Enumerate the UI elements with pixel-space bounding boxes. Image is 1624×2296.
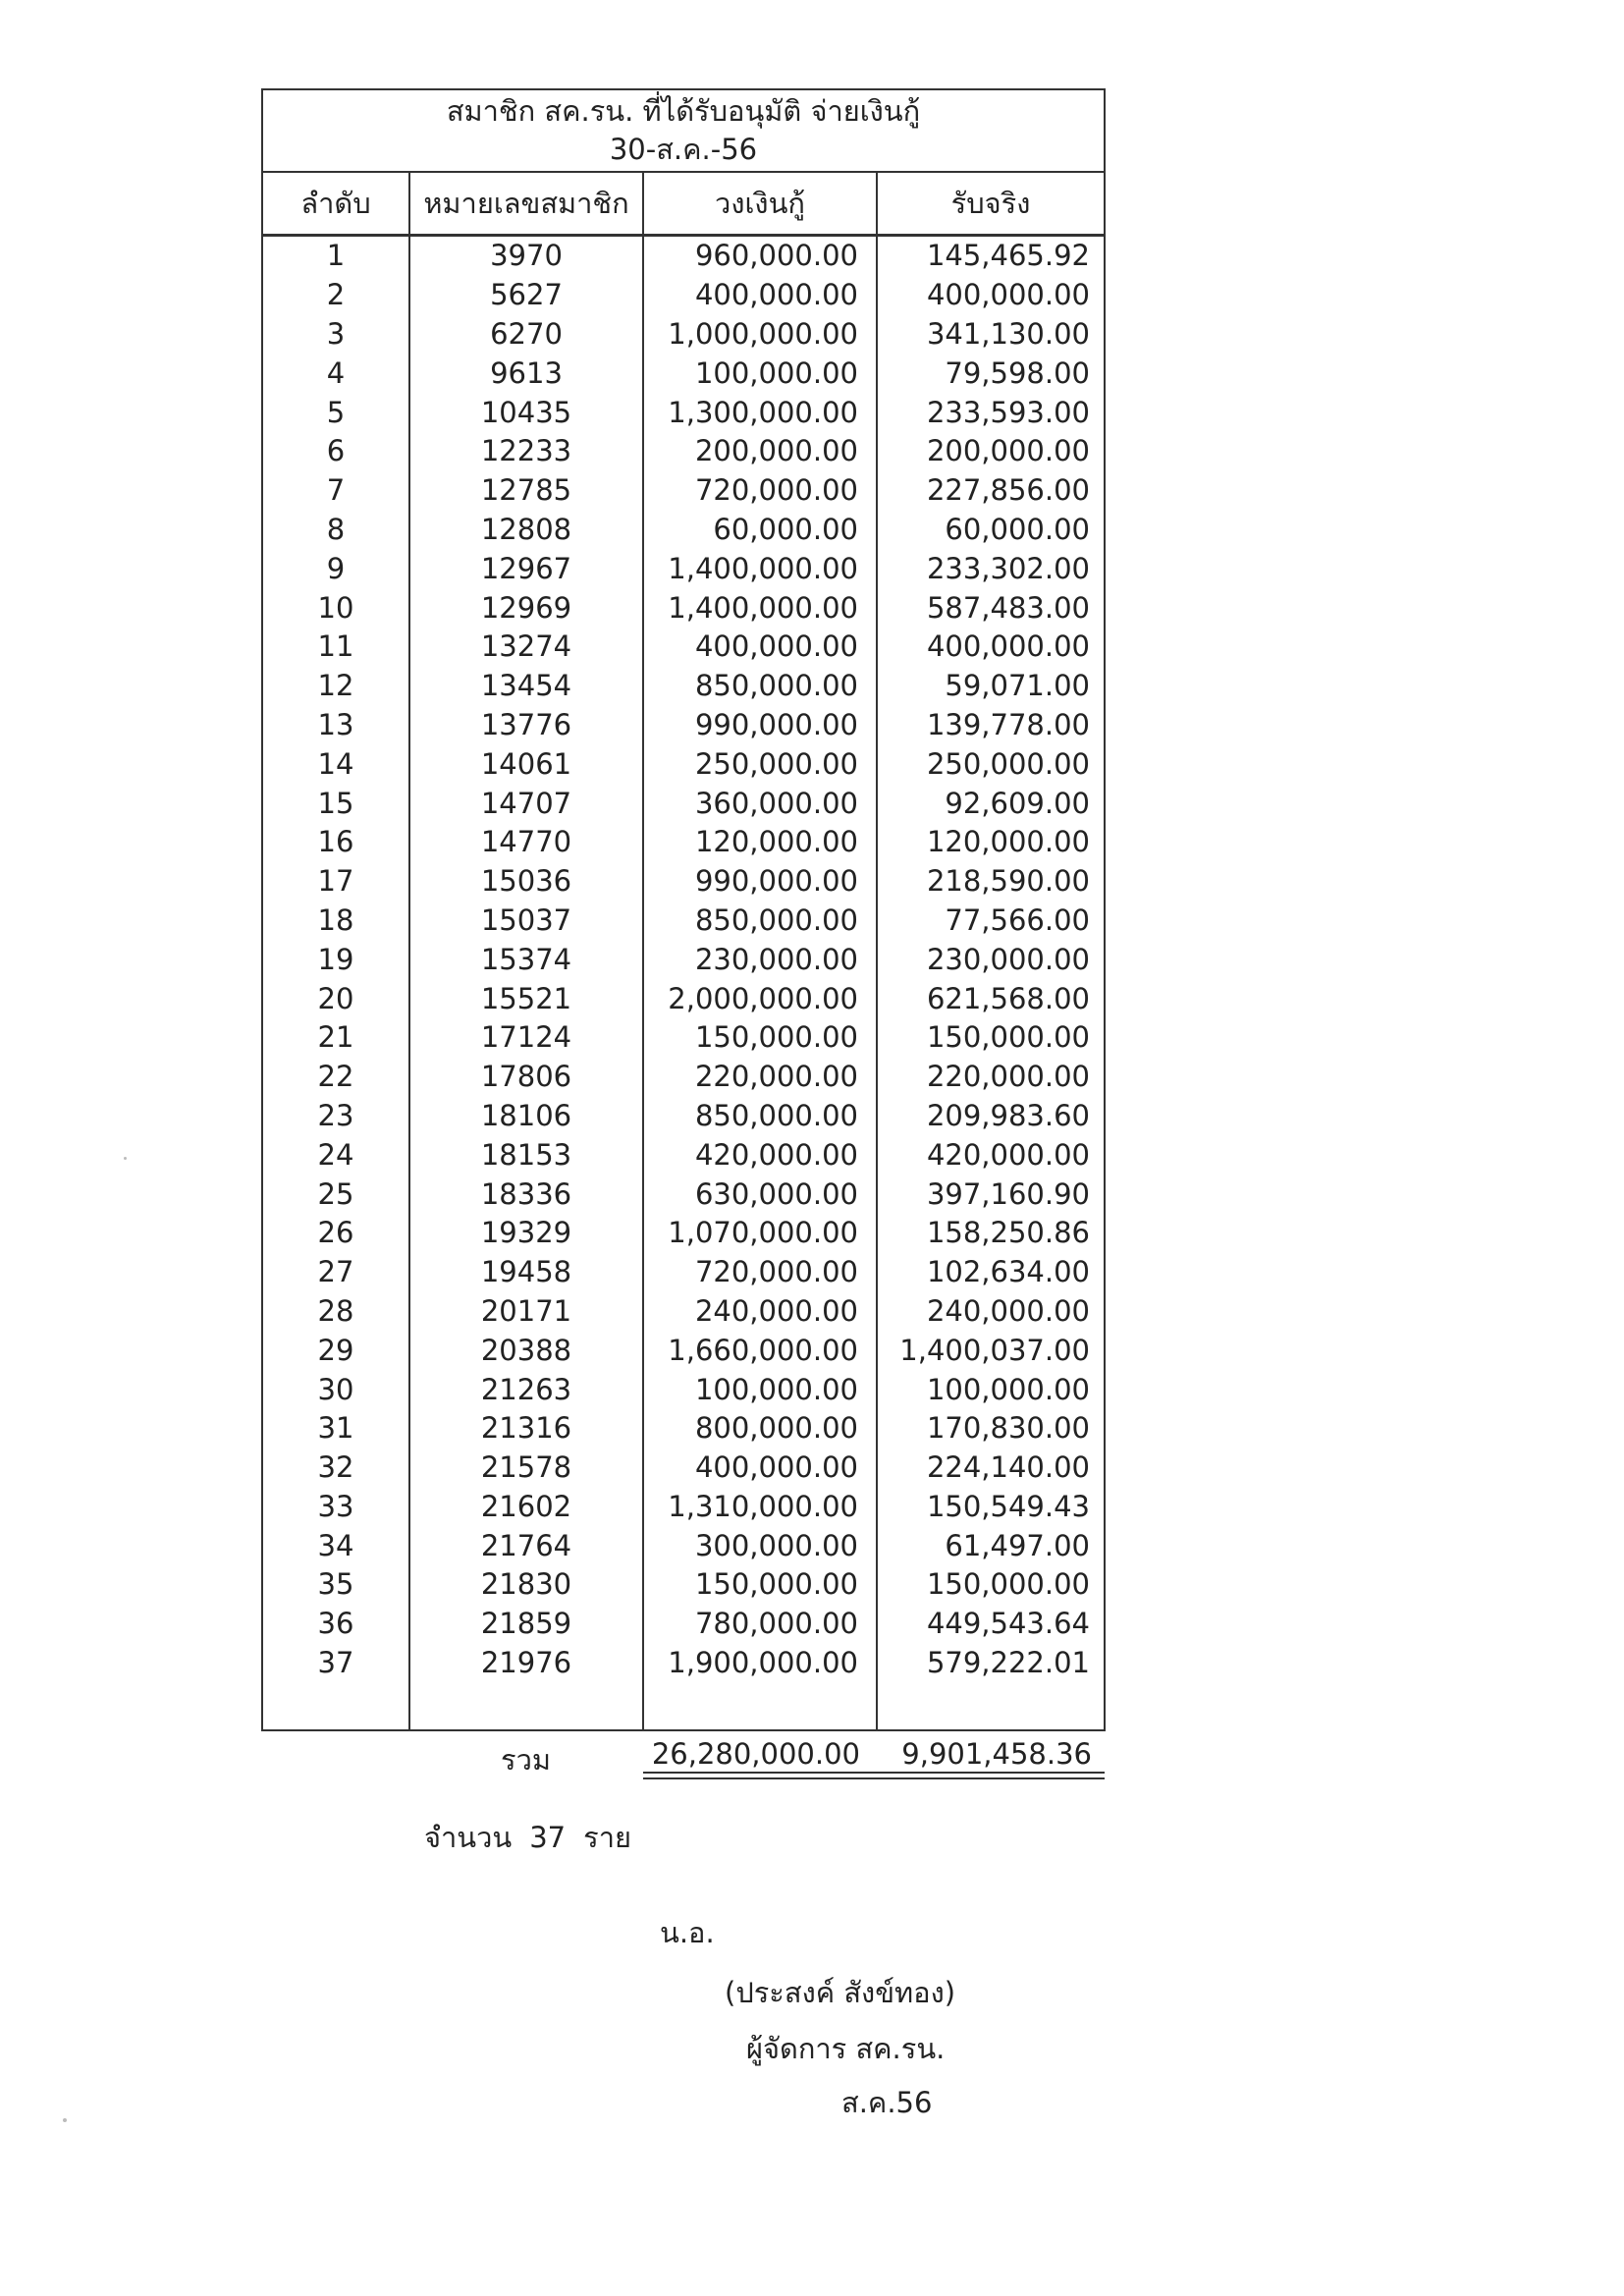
received-amount: 227,856.00	[877, 471, 1105, 511]
received-amount: 230,000.00	[877, 940, 1105, 979]
loan-amount: 100,000.00	[643, 354, 877, 393]
member-number: 12808	[409, 511, 643, 550]
row-number: 36	[262, 1605, 409, 1644]
table-row	[262, 667, 1105, 706]
member-number: 14770	[409, 823, 643, 862]
row-number: 31	[262, 1409, 409, 1449]
member-number: 13274	[409, 628, 643, 667]
signature-date: ส.ค.56	[841, 2086, 933, 2119]
row-number: 15	[262, 784, 409, 823]
row-number: 20	[262, 979, 409, 1018]
table-row	[262, 1058, 1105, 1097]
row-number: 4	[262, 354, 409, 393]
member-number: 12233	[409, 432, 643, 471]
column-header-amount: วงเงินกู้	[643, 172, 877, 236]
row-number: 27	[262, 1253, 409, 1292]
total-received: 9,901,458.36	[901, 1737, 1092, 1771]
received-amount: 158,250.86	[877, 1214, 1105, 1253]
received-amount: 100,000.00	[877, 1370, 1105, 1409]
loan-amount: 1,310,000.00	[643, 1488, 877, 1527]
received-amount: 61,497.00	[877, 1526, 1105, 1565]
row-number: 8	[262, 511, 409, 550]
row-number: 19	[262, 940, 409, 979]
loan-amount: 780,000.00	[643, 1605, 877, 1644]
table-row	[262, 628, 1105, 667]
row-number: 12	[262, 667, 409, 706]
member-number: 13776	[409, 706, 643, 745]
table-row	[262, 1097, 1105, 1136]
loan-amount: 250,000.00	[643, 744, 877, 784]
member-number: 21830	[409, 1565, 643, 1605]
row-number: 22	[262, 1058, 409, 1097]
received-amount: 449,543.64	[877, 1605, 1105, 1644]
received-amount: 621,568.00	[877, 979, 1105, 1018]
table-row	[262, 588, 1105, 628]
scan-speck	[124, 1157, 127, 1160]
table-row	[262, 511, 1105, 550]
row-number: 14	[262, 744, 409, 784]
member-number: 14061	[409, 744, 643, 784]
row-number: 33	[262, 1488, 409, 1527]
loan-amount: 720,000.00	[643, 1253, 877, 1292]
signature-position: ผู้จัดการ สค.รน.	[746, 2032, 946, 2065]
row-number: 24	[262, 1135, 409, 1175]
table-row	[262, 1292, 1105, 1332]
row-number: 30	[262, 1370, 409, 1409]
table-row	[262, 862, 1105, 902]
received-amount: 200,000.00	[877, 432, 1105, 471]
member-number: 15036	[409, 862, 643, 902]
loan-amount: 1,070,000.00	[643, 1214, 877, 1253]
loan-amount: 400,000.00	[643, 1449, 877, 1488]
loan-amount: 220,000.00	[643, 1058, 877, 1097]
column-header-member: หมายเลขสมาชิก	[409, 172, 643, 236]
received-amount: 240,000.00	[877, 1292, 1105, 1332]
received-amount: 218,590.00	[877, 862, 1105, 902]
table-row	[262, 1565, 1105, 1605]
loan-amount: 2,000,000.00	[643, 979, 877, 1018]
row-number: 2	[262, 276, 409, 315]
title-date: 30-ส.ค.-56	[609, 133, 758, 166]
table-row	[262, 1214, 1105, 1253]
loan-amount: 1,400,000.00	[643, 549, 877, 588]
row-number: 13	[262, 706, 409, 745]
loan-amount: 720,000.00	[643, 471, 877, 511]
member-number: 18336	[409, 1175, 643, 1214]
member-number: 3970	[409, 236, 643, 276]
received-amount: 170,830.00	[877, 1409, 1105, 1449]
received-amount: 233,302.00	[877, 549, 1105, 588]
member-number: 5627	[409, 276, 643, 315]
row-number: 17	[262, 862, 409, 902]
loan-amount: 420,000.00	[643, 1135, 877, 1175]
loan-amount: 100,000.00	[643, 1370, 877, 1409]
loan-amount: 300,000.00	[643, 1526, 877, 1565]
member-number: 15374	[409, 940, 643, 979]
table-row	[262, 315, 1105, 355]
member-number: 17124	[409, 1018, 643, 1058]
received-amount: 60,000.00	[877, 511, 1105, 550]
table-row	[262, 549, 1105, 588]
count-value: 37	[529, 1821, 567, 1854]
total-amount: 26,280,000.00	[651, 1737, 860, 1771]
loan-amount: 960,000.00	[643, 236, 877, 276]
loan-amount: 630,000.00	[643, 1175, 877, 1214]
table-bottom-spacer	[262, 1682, 1105, 1730]
scan-speck	[63, 2118, 67, 2122]
row-number: 26	[262, 1214, 409, 1253]
row-number: 18	[262, 902, 409, 941]
table-row	[262, 706, 1105, 745]
received-amount: 150,000.00	[877, 1565, 1105, 1605]
table-row	[262, 823, 1105, 862]
row-number: 35	[262, 1565, 409, 1605]
table-row	[262, 1644, 1105, 1683]
row-number: 11	[262, 628, 409, 667]
table-body	[262, 236, 1105, 1683]
loan-amount: 1,400,000.00	[643, 588, 877, 628]
received-amount: 420,000.00	[877, 1135, 1105, 1175]
total-label: รวม	[501, 1743, 551, 1777]
table-header-row	[262, 172, 1105, 236]
member-number: 20171	[409, 1292, 643, 1332]
received-amount: 400,000.00	[877, 276, 1105, 315]
received-amount: 92,609.00	[877, 784, 1105, 823]
row-number: 5	[262, 393, 409, 432]
loan-amount: 990,000.00	[643, 706, 877, 745]
loan-amount: 850,000.00	[643, 1097, 877, 1136]
received-amount: 150,549.43	[877, 1488, 1105, 1527]
member-number: 17806	[409, 1058, 643, 1097]
table-row	[262, 393, 1105, 432]
table-row	[262, 1449, 1105, 1488]
received-amount: 587,483.00	[877, 588, 1105, 628]
loan-amount: 120,000.00	[643, 823, 877, 862]
loan-amount: 1,660,000.00	[643, 1331, 877, 1370]
total-double-underline	[643, 1772, 1105, 1779]
loan-amount: 800,000.00	[643, 1409, 877, 1449]
received-amount: 224,140.00	[877, 1449, 1105, 1488]
row-number: 10	[262, 588, 409, 628]
count-unit: ราย	[583, 1821, 631, 1854]
member-number: 21976	[409, 1644, 643, 1683]
row-number: 6	[262, 432, 409, 471]
table-row	[262, 979, 1105, 1018]
table-row	[262, 784, 1105, 823]
member-number: 20388	[409, 1331, 643, 1370]
received-amount: 220,000.00	[877, 1058, 1105, 1097]
table-row	[262, 276, 1105, 315]
loan-amount: 400,000.00	[643, 628, 877, 667]
member-number: 21316	[409, 1409, 643, 1449]
table-row	[262, 1135, 1105, 1175]
loan-amount: 150,000.00	[643, 1018, 877, 1058]
loan-amount: 60,000.00	[643, 511, 877, 550]
signature-name: (ประสงค์ สังข์ทอง)	[725, 1976, 956, 2009]
loan-amount: 240,000.00	[643, 1292, 877, 1332]
loan-amount: 360,000.00	[643, 784, 877, 823]
received-amount: 209,983.60	[877, 1097, 1105, 1136]
table-row	[262, 1018, 1105, 1058]
received-amount: 120,000.00	[877, 823, 1105, 862]
count-line	[424, 1815, 649, 1860]
received-amount: 59,071.00	[877, 667, 1105, 706]
loan-amount: 1,900,000.00	[643, 1644, 877, 1683]
row-number: 29	[262, 1331, 409, 1370]
received-amount: 150,000.00	[877, 1018, 1105, 1058]
row-number: 1	[262, 236, 409, 276]
received-amount: 77,566.00	[877, 902, 1105, 941]
row-number: 23	[262, 1097, 409, 1136]
column-header-no: ลำดับ	[262, 172, 409, 236]
count-label: จำนวน	[424, 1821, 513, 1854]
row-number: 32	[262, 1449, 409, 1488]
member-number: 12967	[409, 549, 643, 588]
member-number: 21602	[409, 1488, 643, 1527]
received-amount: 79,598.00	[877, 354, 1105, 393]
loan-amount: 850,000.00	[643, 902, 877, 941]
loan-amount: 200,000.00	[643, 432, 877, 471]
received-amount: 250,000.00	[877, 744, 1105, 784]
member-number: 12969	[409, 588, 643, 628]
member-number: 13454	[409, 667, 643, 706]
member-number: 21263	[409, 1370, 643, 1409]
table-row	[262, 354, 1105, 393]
received-amount: 102,634.00	[877, 1253, 1105, 1292]
table-row	[262, 940, 1105, 979]
row-number: 16	[262, 823, 409, 862]
received-amount: 341,130.00	[877, 315, 1105, 355]
row-number: 25	[262, 1175, 409, 1214]
member-number: 18106	[409, 1097, 643, 1136]
member-number: 15521	[409, 979, 643, 1018]
received-amount: 400,000.00	[877, 628, 1105, 667]
loan-amount: 400,000.00	[643, 276, 877, 315]
loan-amount: 850,000.00	[643, 667, 877, 706]
table-row	[262, 471, 1105, 511]
table-row	[262, 236, 1105, 276]
row-number: 37	[262, 1644, 409, 1683]
table-row	[262, 1488, 1105, 1527]
signature-initials: น.อ.	[660, 1916, 715, 1949]
member-number: 10435	[409, 393, 643, 432]
table-row	[262, 432, 1105, 471]
row-number: 21	[262, 1018, 409, 1058]
member-number: 12785	[409, 471, 643, 511]
received-amount: 145,465.92	[877, 236, 1105, 276]
received-amount: 139,778.00	[877, 706, 1105, 745]
table-row	[262, 1175, 1105, 1214]
table-title-row	[262, 89, 1105, 172]
member-number: 14707	[409, 784, 643, 823]
table-row	[262, 1253, 1105, 1292]
member-number: 6270	[409, 315, 643, 355]
received-amount: 1,400,037.00	[877, 1331, 1105, 1370]
table-row	[262, 1331, 1105, 1370]
loan-amount: 990,000.00	[643, 862, 877, 902]
table-row	[262, 1370, 1105, 1409]
row-number: 7	[262, 471, 409, 511]
table-title	[262, 89, 1105, 172]
member-number: 15037	[409, 902, 643, 941]
loan-amount: 230,000.00	[643, 940, 877, 979]
loan-amount: 1,300,000.00	[643, 393, 877, 432]
member-number: 21764	[409, 1526, 643, 1565]
member-number: 19458	[409, 1253, 643, 1292]
row-number: 9	[262, 549, 409, 588]
row-number: 34	[262, 1526, 409, 1565]
table-row	[262, 1526, 1105, 1565]
member-number: 21578	[409, 1449, 643, 1488]
row-number: 28	[262, 1292, 409, 1332]
loan-amount: 1,000,000.00	[643, 315, 877, 355]
table-row	[262, 1409, 1105, 1449]
member-number: 19329	[409, 1214, 643, 1253]
member-number: 21859	[409, 1605, 643, 1644]
member-number: 18153	[409, 1135, 643, 1175]
loan-approval-table	[261, 88, 1106, 1731]
loan-amount: 150,000.00	[643, 1565, 877, 1605]
received-amount: 579,222.01	[877, 1644, 1105, 1683]
received-amount: 397,160.90	[877, 1175, 1105, 1214]
table-row	[262, 744, 1105, 784]
table-row	[262, 1605, 1105, 1644]
table-row	[262, 902, 1105, 941]
member-number: 9613	[409, 354, 643, 393]
title-line-1: สมาชิก สค.รน. ที่ได้รับอนุมัติ จ่ายเงินกู้	[446, 94, 921, 128]
row-number: 3	[262, 315, 409, 355]
received-amount: 233,593.00	[877, 393, 1105, 432]
column-header-received: รับจริง	[877, 172, 1105, 236]
